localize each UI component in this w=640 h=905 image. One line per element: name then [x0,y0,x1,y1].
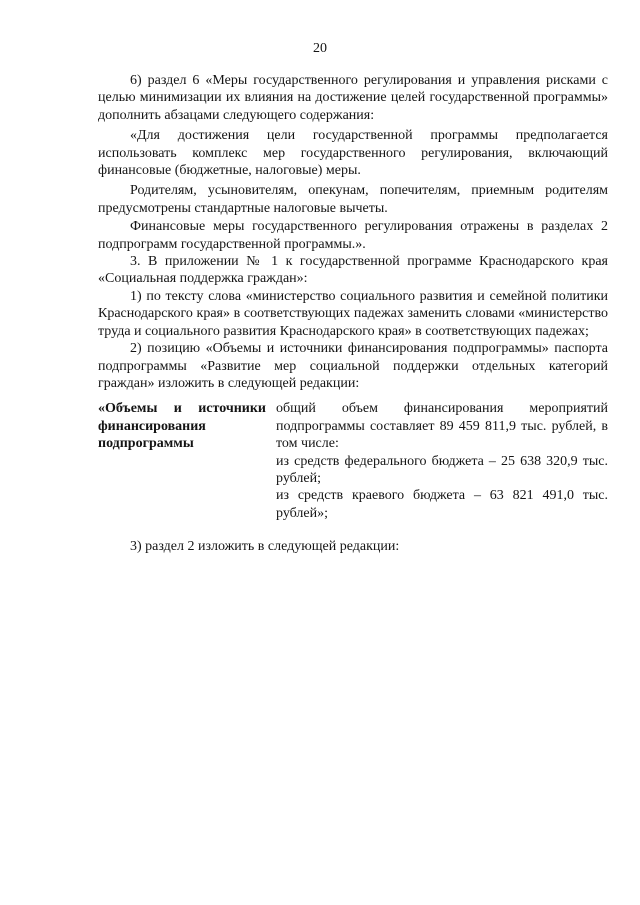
page-number: 20 [313,41,327,56]
table-label-cell: «Объемы и источники финансирования подпрограммы [98,401,266,452]
table-value-federal: из средств федерального бюджета – 25 638 320,9 тыс. рублей; [276,453,608,486]
paragraph-appendix-1: 3. В приложении № 1 к государственной программе Краснодарского края «Социальная поддержка граждан»: [98,254,608,287]
table-value-cell [276,400,608,522]
table-value-regional: из средств краевого бюджета – 63 821 491,0 тыс. рублей»; [276,488,608,521]
table-value-total: общий объем финансирования мероприятий подпрограммы составляет 89 459 811,9 тыс. рублей, в том числе: [276,401,608,452]
paragraph-section-2: 3) раздел 2 изложить в следующей редакции: [130,539,400,555]
paragraph-financial-measures: Финансовые меры государственного регулирования отражены в разделах 2 подпрограмм государственной программы.». [98,219,608,252]
table-row [98,400,608,522]
paragraph-ministry-rename: 1) по тексту слова «министерство социального развития и семейной политики Краснодарского края» в соответствующих падежах заменить словами «министерство труда и социального развития Краснодарского края» в соответствующих падежах; [98,288,608,339]
document-body [98,72,608,556]
paragraph-regulation-measures: «Для достижения цели государственной программы предполагается использовать комплекс мер государственного регулирования, включающий финансовые (бюджетные, налоговые) меры. [98,128,608,179]
paragraph-passport-position: 2) позицию «Объемы и источники финансирования подпрограммы» паспорта подпрограммы «Развитие мер социальной поддержки отдельных категорий граждан» изложить в следующей редакции: [98,341,608,391]
passport-table [98,400,608,522]
paragraph-tax-deductions: Родителям, усыновителям, опекунам, попечителям, приемным родителям предусмотрены стандартные налоговые вычеты. [98,183,608,216]
paragraph-section-6-amendment: 6) раздел 6 «Меры государственного регулирования и управления рисками с целью минимизации их влияния на достижение целей государственной программы» дополнить абзацами следующего содержания: [98,73,608,123]
